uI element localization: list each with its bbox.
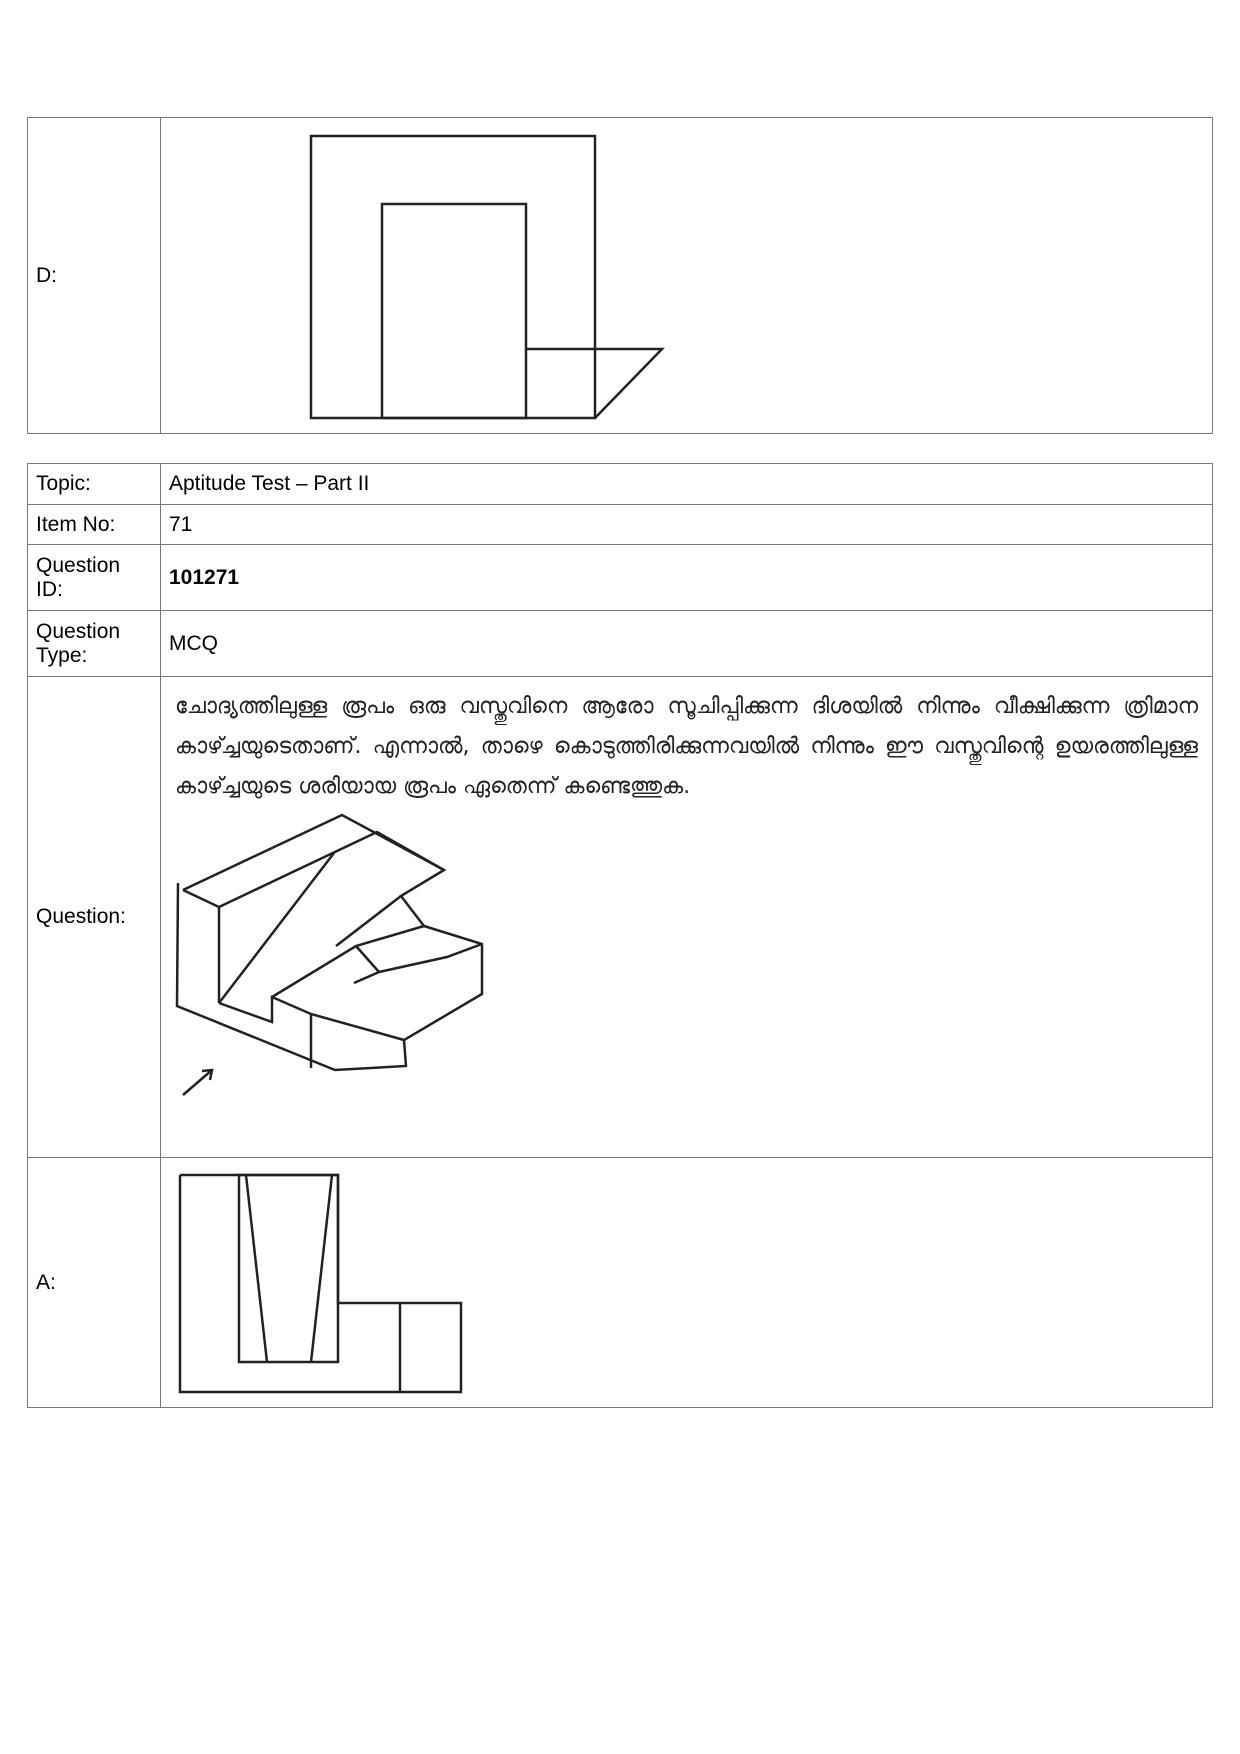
question-id-label: Question ID: [28, 545, 161, 611]
inner-rectangle [239, 1175, 338, 1362]
question-type-label: Question Type: [28, 611, 161, 677]
option-d-table [27, 117, 1213, 434]
question-id-value: 101271 [161, 545, 1213, 611]
option-a-label: A: [28, 1158, 161, 1408]
left-block-edge [183, 890, 219, 1003]
question-cell [161, 677, 1213, 1158]
diagonal-line-left [246, 1175, 267, 1362]
question-isometric-figure [161, 807, 1161, 1127]
view-direction-arrow [183, 1070, 212, 1095]
item-no-value: 71 [161, 505, 1213, 545]
question-label: Question: [28, 677, 161, 1158]
diagonal-line-2 [336, 896, 401, 946]
inner-rectangle [382, 204, 526, 418]
topic-label: Topic: [28, 464, 161, 505]
question-table [27, 463, 1213, 1408]
diagonal-line-1 [219, 853, 334, 1003]
diagonal-line-right [311, 1175, 332, 1362]
outer-rectangle [311, 136, 595, 418]
topic-value: Aptitude Test – Part II [161, 464, 1213, 505]
option-a-figure [161, 1159, 1161, 1407]
option-d-label: D: [28, 118, 161, 434]
question-type-value: MCQ [161, 611, 1213, 677]
question-text: ചോദ്യത്തിലുള്ള രൂപം ഒരു വസ്തുവിനെ ആരോ സൂചിപ്പിക്കുന്ന ദിശയിൽ നിന്നും വീക്ഷിക്കുന്ന ത്രിമാന കാഴ്ച്ചയുടെതാണ്. എന്നാൽ, താഴെ കൊടുത്തിരിക്കുന്നവയിൽ നിന്നും ഈ വസ്തുവിന്റെ ഉയരത്തിലുള്ള കാഴ്ച്ചയുടെ ശരിയായ രൂപം ഏതെന്ന് കണ്ടെത്തുക. [175, 694, 1198, 799]
option-d-figure-cell [161, 118, 1213, 434]
right-block-edge [379, 944, 482, 972]
notch-edge [354, 946, 379, 983]
option-d-figure [161, 119, 1161, 433]
option-a-figure-cell [161, 1158, 1213, 1408]
top-face-edge [219, 832, 444, 907]
item-no-label: Item No: [28, 505, 161, 545]
